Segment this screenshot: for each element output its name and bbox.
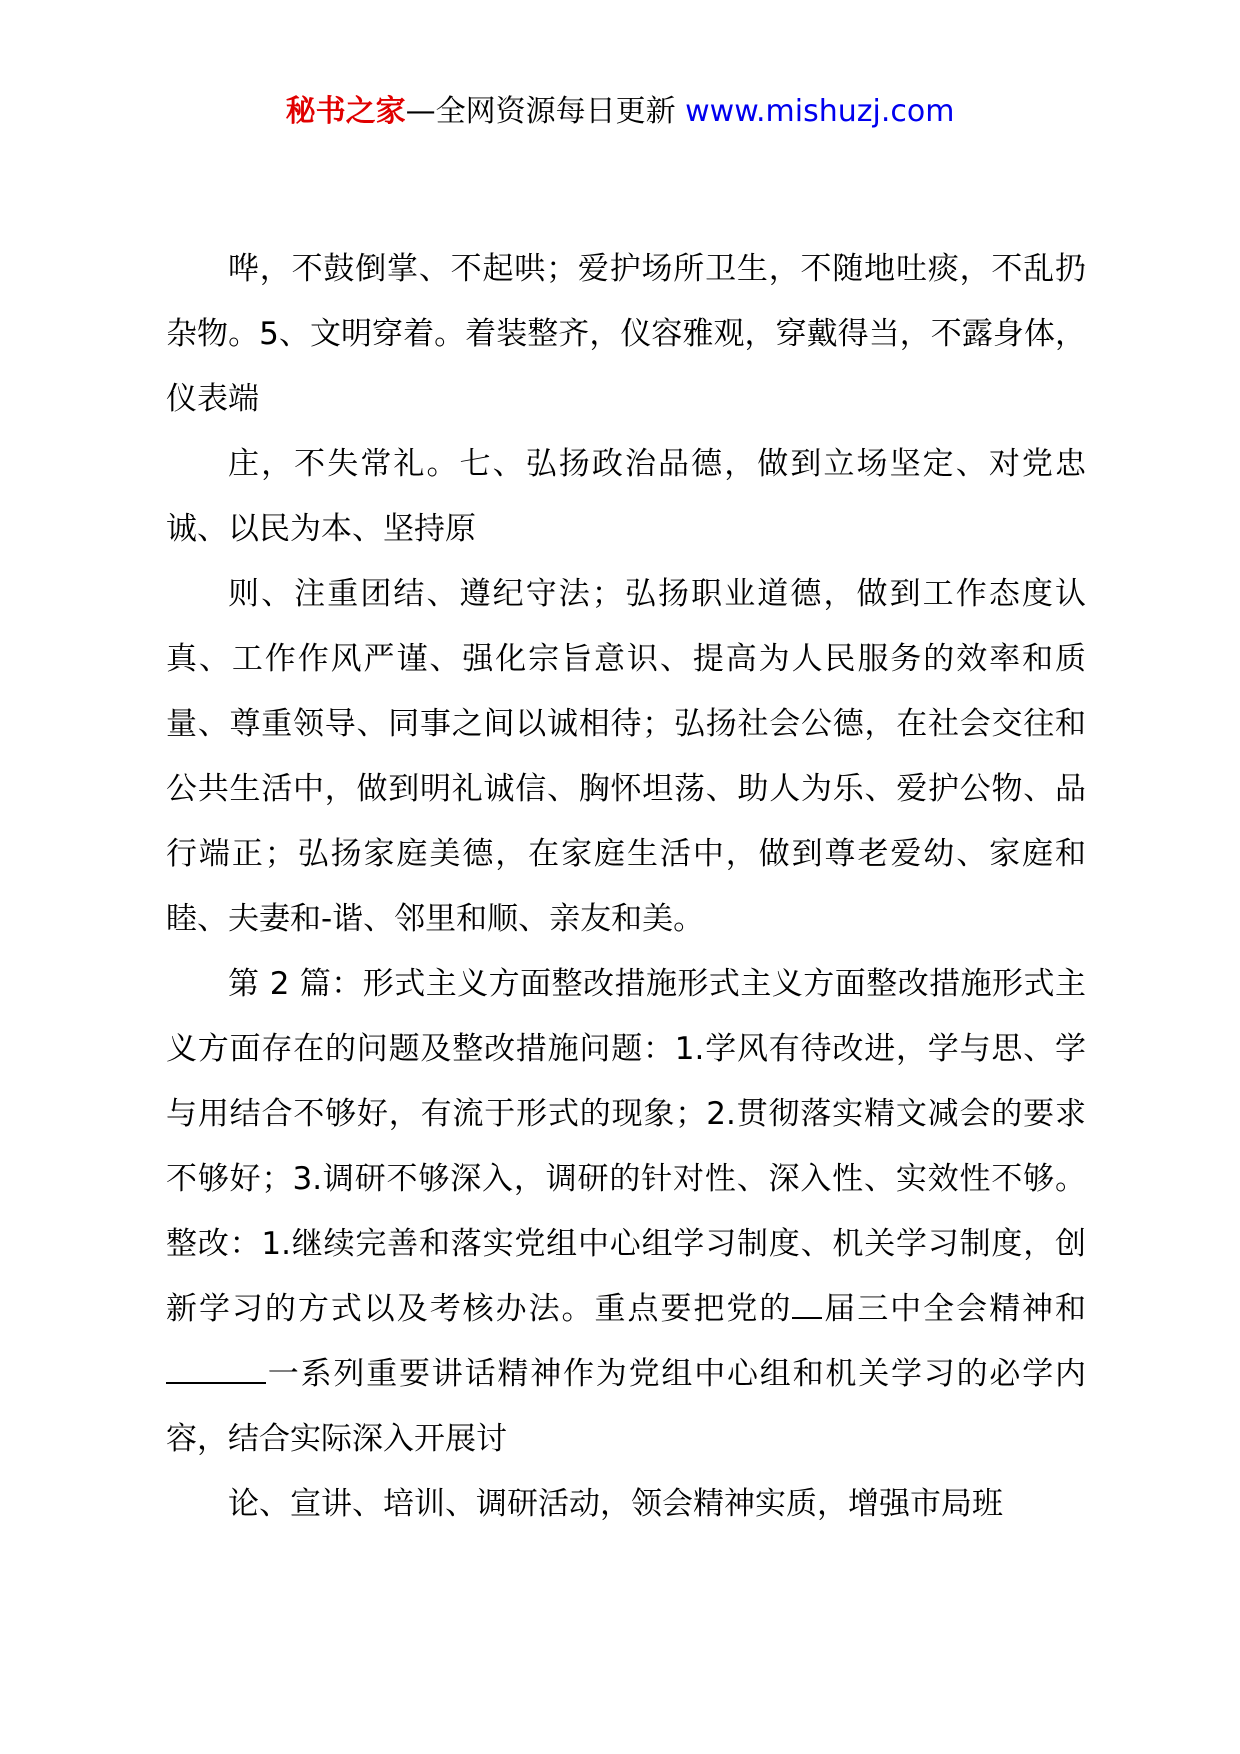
paragraph-4-text-a: 第 2 篇：形式主义方面整改措施形式主义方面整改措施形式主义方面存在的问题及整改措施问题：1.学风有待改进，学与思、学与用结合不够好，有流于形式的现象；2.贯彻落实精文减会的要求不够好；3.调研不够深入，调研的针对性、深入性、实效性不够。整改：1.继续完善和落实党组中心组学习制度、机关学习制度，创新学习的方式以及考核办法。重点要把党的 bbox=[166, 966, 1086, 1327]
paragraph-3: 则、注重团结、遵纪守法；弘扬职业道德，做到工作态度认真、工作作风严谨、强化宗旨意识、提高为人民服务的效率和质量、尊重领导、同事之间以诚相待；弘扬社会公德，在社会交往和公共生活中，做到明礼诚信、胸怀坦荡、助人为乐、爱护公物、品行端正；弘扬家庭美德，在家庭生活中，做到尊老爱幼、家庭和睦、夫妻和-谐、邻里和顺、亲友和美。 bbox=[166, 576, 1086, 937]
document-body bbox=[166, 237, 1086, 1537]
paragraph-4-text-b: 届三中全会精神和 bbox=[822, 1291, 1086, 1327]
paragraph-2: 庄，不失常礼。七、弘扬政治品德，做到立场坚定、对党忠诚、以民为本、坚持原 bbox=[166, 446, 1086, 547]
fill-blank-long bbox=[166, 1348, 266, 1384]
paragraph-5: 论、宣讲、培训、调研活动，领会精神实质，增强市局班 bbox=[228, 1486, 1003, 1522]
paragraph-4 bbox=[166, 952, 1086, 1472]
page-header bbox=[0, 92, 1240, 132]
site-url-link[interactable]: www.mishuzj.com bbox=[685, 94, 955, 129]
site-tagline: —全网资源每日更新 bbox=[405, 94, 676, 129]
site-brand: 秘书之家 bbox=[285, 94, 406, 129]
paragraph-4-text-c: 一系列重要讲话精神作为党组中心组和机关学习的必学内容，结合实际深入开展讨 bbox=[166, 1356, 1086, 1457]
paragraph-1: 哗，不鼓倒掌、不起哄；爱护场所卫生，不随地吐痰，不乱扔杂物。5、文明穿着。着装整齐，仪容雅观，穿戴得当，不露身体，仪表端 bbox=[166, 251, 1086, 417]
fill-blank-short bbox=[792, 1283, 822, 1319]
